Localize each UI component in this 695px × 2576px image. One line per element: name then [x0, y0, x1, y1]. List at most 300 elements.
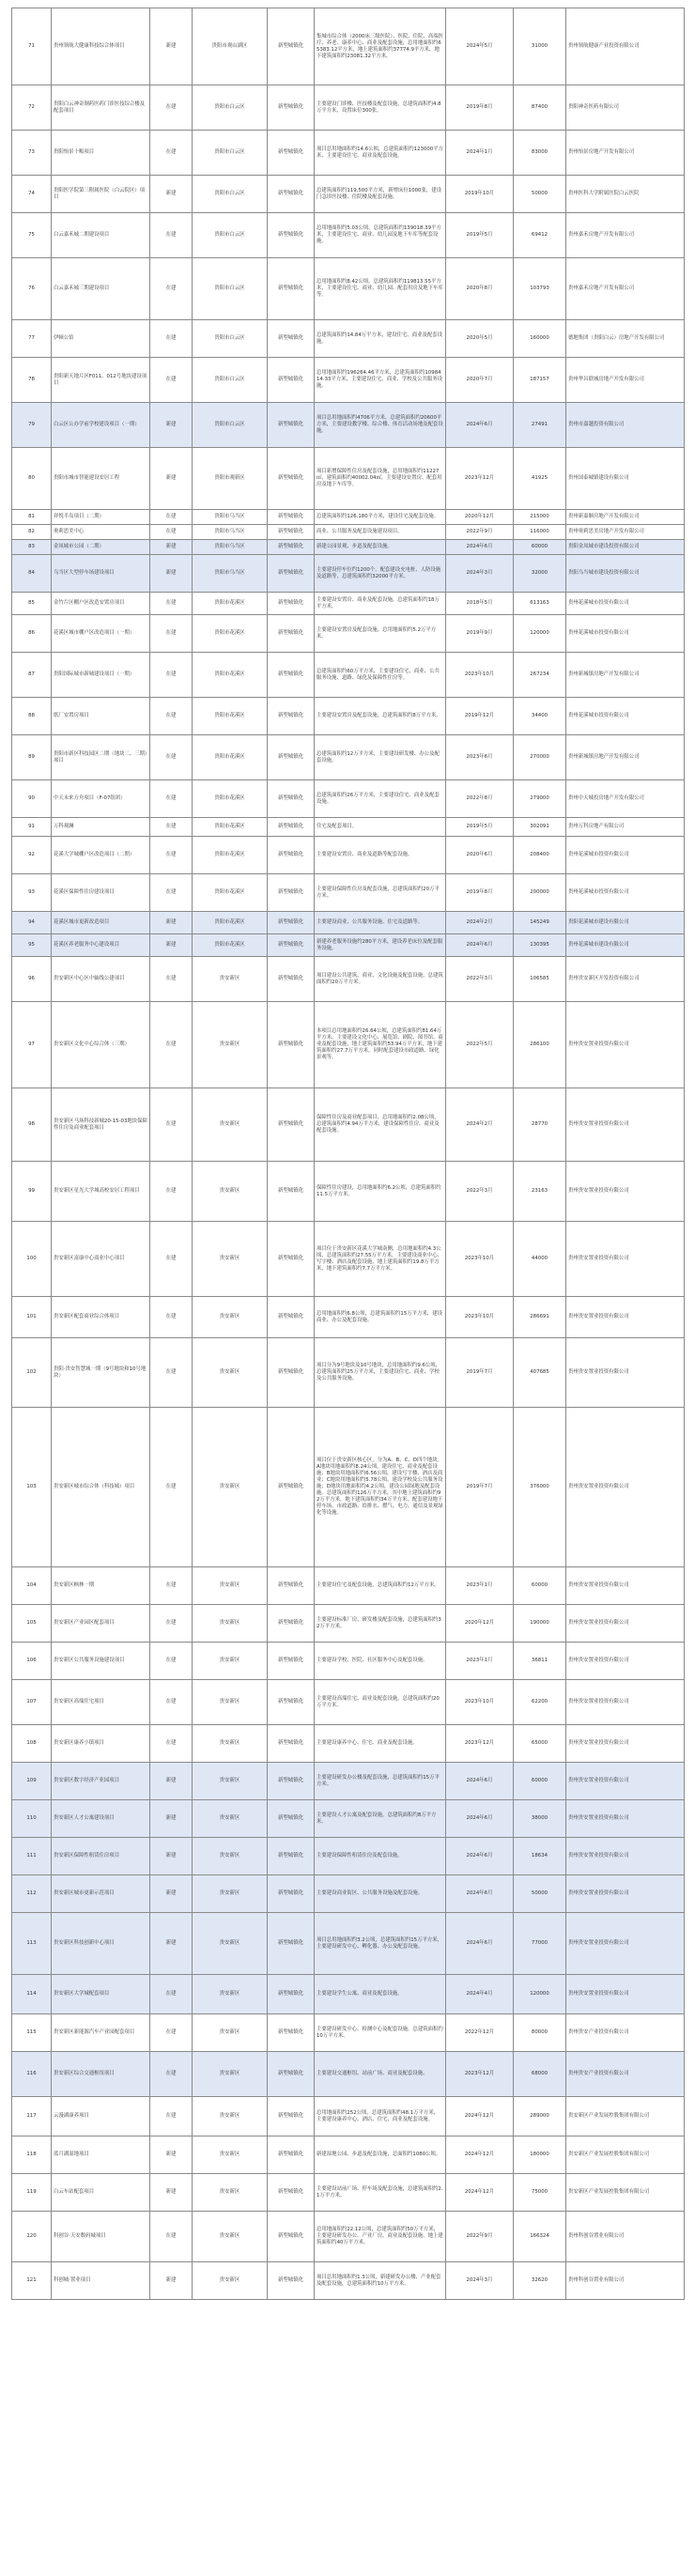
cell-name: 白云嘉禾城三期建设项目 [52, 258, 150, 320]
cell-no: 93 [12, 874, 52, 912]
cell-owner: 贵州花溪城市投资有限公司 [566, 698, 685, 735]
cell-no: 100 [12, 1222, 52, 1297]
cell-name: 贵阳白云神奇制药医药门诊医技综合楼及配套项目 [52, 85, 150, 131]
cell-area: 新型城镇化 [268, 1162, 315, 1222]
cell-loc: 贵安新区 [193, 1725, 268, 1763]
cell-owner: 贵州贵安置业投资有限公司 [566, 1088, 685, 1162]
cell-no: 71 [12, 8, 52, 85]
cell-desc: 总用地面积约6.8公顷，总建筑面积约15万平方米，建设商业、办公及配套设施。 [315, 1297, 446, 1338]
cell-year: 2023年6月 [446, 735, 514, 780]
cell-type: 在建 [150, 358, 193, 403]
table-row [12, 1088, 685, 1162]
cell-name: 万科观澜 [52, 818, 150, 837]
table-row [12, 258, 685, 320]
cell-owner: 贵州花溪城市投资有限公司 [566, 874, 685, 912]
cell-type: 在建 [150, 258, 193, 320]
cell-name: 贵安新区科技创新中心项目 [52, 1913, 150, 1975]
cell-year: 2024年12月 [446, 2097, 514, 2136]
cell-loc: 贵安新区 [193, 1913, 268, 1975]
cell-area: 新型城镇化 [268, 403, 315, 448]
cell-cost: 208400 [514, 837, 566, 874]
cell-type: 在建 [150, 85, 193, 131]
cell-cost: 83000 [514, 131, 566, 176]
cell-name: 贵阳市新区科技园区二期（地块二、三期）项目 [52, 735, 150, 780]
cell-no: 94 [12, 912, 52, 934]
cell-desc: 总建筑面积约26万平方米，主要建设住宅、商业及配套设施。 [315, 780, 446, 818]
cell-area: 新型城镇化 [268, 1338, 315, 1408]
cell-area: 新型城镇化 [268, 934, 315, 957]
cell-loc: 贵安新区 [193, 1975, 268, 2014]
cell-cost: 106585 [514, 957, 566, 1002]
cell-owner: 贵州贵安置业投资有限公司 [566, 1875, 685, 1913]
cell-loc: 贵安新区 [193, 1643, 268, 1680]
cell-area: 新型城镇化 [268, 448, 315, 510]
cell-loc: 贵阳市花溪区 [193, 735, 268, 780]
cell-cost: 32620 [514, 2262, 566, 2300]
cell-type: 新建 [150, 8, 193, 85]
cell-name: 贵安新区人才公寓建设项目 [52, 1800, 150, 1838]
cell-desc: 住宅及配套项目。 [315, 818, 446, 837]
cell-owner: 贵州贵安新区开发投资有限公司 [566, 957, 685, 1002]
cell-area: 新型城镇化 [268, 540, 315, 555]
cell-owner: 贵州贵安置业投资有限公司 [566, 1913, 685, 1975]
cell-owner: 贵阳神奇医药有限公司 [566, 85, 685, 131]
cell-area: 新型城镇化 [268, 1643, 315, 1680]
cell-name: 金凤城市公园（二期） [52, 540, 150, 555]
cell-type: 在建 [150, 593, 193, 615]
cell-loc: 贵阳市观新区 [193, 448, 268, 510]
table-row [12, 2014, 685, 2052]
cell-no: 84 [12, 555, 52, 593]
cell-area: 新型城镇化 [268, 1222, 315, 1297]
cell-type: 新建 [150, 448, 193, 510]
cell-type: 在建 [150, 837, 193, 874]
cell-cost: 187157 [514, 358, 566, 403]
cell-desc: 主要建设门诊楼、医技楼及配套设施，总建筑面积约4.8万平方米，设置床位300张。 [315, 85, 446, 131]
cell-no: 105 [12, 1605, 52, 1643]
cell-no: 81 [12, 510, 52, 525]
cell-area: 新型城镇化 [268, 1297, 315, 1338]
cell-cost: 18634 [514, 1838, 566, 1875]
table-row [12, 593, 685, 615]
cell-area: 新型城镇化 [268, 653, 315, 698]
cell-name: 花溪大学城棚户区改造项目（二期） [52, 837, 150, 874]
cell-owner: 贵州医科大学附属医院白云医院 [566, 176, 685, 213]
table-row [12, 555, 685, 593]
cell-loc: 贵阳市乌当区 [193, 540, 268, 555]
cell-owner: 贵州万科房地产有限公司 [566, 818, 685, 837]
cell-desc: 项目总用地面积约1.3公顷，新建研发办公楼、产业配套及配套设施，总建筑面积约10万平方米。 [315, 2262, 446, 2300]
cell-area: 新型城镇化 [268, 2052, 315, 2097]
cell-loc: 贵阳市乌当区 [193, 555, 268, 593]
cell-no: 115 [12, 2014, 52, 2052]
cell-year: 2019年9月 [446, 615, 514, 653]
cell-year: 2020年12月 [446, 1605, 514, 1643]
cell-no: 75 [12, 213, 52, 258]
cell-area: 新型城镇化 [268, 1763, 315, 1800]
cell-name: 贵阳医学院第三附属医院（白云院区）项目 [52, 176, 150, 213]
cell-desc: 主要建设康养中心、住宅、商业及配套设施。 [315, 1725, 446, 1763]
cell-cost: 130395 [514, 934, 566, 957]
cell-owner: 贵州贵安置业投资有限公司 [566, 1222, 685, 1297]
cell-year: 2023年12月 [446, 2052, 514, 2097]
cell-cost: 160000 [514, 320, 566, 358]
cell-owner: 贵州花溪城市投资有限公司 [566, 837, 685, 874]
cell-no: 117 [12, 2097, 52, 2136]
cell-name: 贵安新区城市综合体（科技城）项目 [52, 1408, 150, 1567]
table-row [12, 837, 685, 874]
cell-area: 新型城镇化 [268, 1567, 315, 1605]
cell-owner: 贵州贵安置业投资有限公司 [566, 1002, 685, 1088]
cell-year: 2019年12月 [446, 698, 514, 735]
cell-owner: 贵州贵安置业投资有限公司 [566, 1838, 685, 1875]
cell-no: 104 [12, 1567, 52, 1605]
cell-name: 乌当区大型停车场建设项目 [52, 555, 150, 593]
cell-year: 2024年12月 [446, 2136, 514, 2174]
cell-area: 新型城镇化 [268, 593, 315, 615]
cell-loc: 贵安新区 [193, 2174, 268, 2212]
cell-area: 新型城镇化 [268, 1913, 315, 1975]
cell-type: 新建 [150, 176, 193, 213]
cell-type: 新建 [150, 2136, 193, 2174]
cell-area: 新型城镇化 [268, 818, 315, 837]
cell-area: 新型城镇化 [268, 1800, 315, 1838]
table-row [12, 358, 685, 403]
cell-no: 85 [12, 593, 52, 615]
cell-name: 金竹片区棚户区改造安置房项目 [52, 593, 150, 615]
cell-year: 2024年6月 [446, 1913, 514, 1975]
cell-no: 80 [12, 448, 52, 510]
cell-name: 贵阳·贵安智慧城一期（9号地块和10号地块） [52, 1338, 150, 1408]
cell-owner: 德地集团（贵阳白云）房地产开发有限公司 [566, 320, 685, 358]
cell-type: 新建 [150, 1838, 193, 1875]
cell-desc: 项目总用地面积约3.2公顷，总建筑面积约15万平方米，主要建设研发中心、孵化器、办公及配套设施。 [315, 1913, 446, 1975]
cell-year: 2022年3月 [446, 957, 514, 1002]
cell-loc: 贵阳市白云区 [193, 258, 268, 320]
cell-area: 新型城镇化 [268, 1838, 315, 1875]
cell-area: 新型城镇化 [268, 912, 315, 934]
cell-name: 贵阳国际城市新城建设项目（一期） [52, 653, 150, 698]
cell-type: 在建 [150, 320, 193, 358]
cell-owner: 贵州新嘉顺房地产开发有限公司 [566, 510, 685, 525]
project-table-page [11, 8, 684, 2300]
table-row [12, 1297, 685, 1338]
cell-name: 贵安新区数字经济产业园项目 [52, 1763, 150, 1800]
cell-owner: 贵州科创谷置业有限公司 [566, 2262, 685, 2300]
cell-name: 贵安新区配套商业综合体项目 [52, 1297, 150, 1338]
table-row [12, 1222, 685, 1297]
cell-year: 2020年8月 [446, 258, 514, 320]
cell-owner: 贵安新区产业发展控股集团有限公司 [566, 2174, 685, 2212]
table-row [12, 213, 685, 258]
table-row [12, 2212, 685, 2262]
table-row [12, 525, 685, 540]
cell-owner: 贵州花溪城市建设有限公司 [566, 934, 685, 957]
cell-area: 新型城镇化 [268, 1680, 315, 1725]
cell-year: 2024年6月 [446, 540, 514, 555]
cell-desc: 主要建设标准厂房、研发楼及配套设施，总建筑面积约32万平方米。 [315, 1605, 446, 1643]
table-row [12, 2097, 685, 2136]
table-row [12, 1338, 685, 1408]
cell-name: 贵安新区产业园区配套项目 [52, 1605, 150, 1643]
cell-no: 92 [12, 837, 52, 874]
cell-year: 2024年6月 [446, 403, 514, 448]
cell-name: 贵安新区康养小镇项目 [52, 1725, 150, 1763]
cell-cost: 23163 [514, 1162, 566, 1222]
table-row [12, 1975, 685, 2014]
cell-cost: 50000 [514, 176, 566, 213]
cell-name: 奥莉思美中心 [52, 525, 150, 540]
table-row [12, 615, 685, 653]
cell-name: 贵安新区枫林一期 [52, 1567, 150, 1605]
cell-name: 贵安新区大学城配套项目 [52, 1975, 150, 2014]
cell-cost: 50000 [514, 1875, 566, 1913]
cell-cost: 190000 [514, 1605, 566, 1643]
cell-desc: 项目位于贵安新区核心区，分为A、B、C、D四个地块。A地块用地面积约8.24公顷，建设住宅、商业及配套设施；B地块用地面积约6.56公顷，建设写字楼、酒店及商业；C地块用地面积约5.78公顷，建设学校及公共服务设施；D地块用地面积约4.2公顷，建设公园绿地及配套设施。总建筑面积约126万平方米，其中地上建筑面积约92万平方米，地下建筑面积约34万平方米，配套建设地下停车场、市政道路、给排水、燃气、电力、通信及景观绿化等设施。 [315, 1408, 446, 1567]
cell-cost: 28770 [514, 1088, 566, 1162]
cell-owner: 贵州科创谷置业有限公司 [566, 2212, 685, 2262]
cell-no: 83 [12, 540, 52, 555]
table-row [12, 85, 685, 131]
cell-desc: 主要建设停车位约1200个，配套建设充电桩、人防设施及道路等，总建筑面积约32000平方米。 [315, 555, 446, 593]
cell-type: 在建 [150, 653, 193, 698]
cell-area: 新型城镇化 [268, 2014, 315, 2052]
table-row [12, 1680, 685, 1725]
cell-loc: 贵阳市花溪区 [193, 818, 268, 837]
project-table [11, 8, 685, 2300]
cell-area: 新型城镇化 [268, 735, 315, 780]
cell-cost: 41925 [514, 448, 566, 510]
cell-year: 2023年12月 [446, 1725, 514, 1763]
cell-year: 2020年5月 [446, 320, 514, 358]
cell-type: 在建 [150, 1643, 193, 1680]
cell-loc: 贵安新区 [193, 1838, 268, 1875]
table-row [12, 1643, 685, 1680]
cell-desc: 项目建设公共建筑、商业、文化设施及配套设施，总建筑面积约20万平方米。 [315, 957, 446, 1002]
cell-area: 新型城镇化 [268, 2174, 315, 2212]
table-row [12, 403, 685, 448]
cell-name: 白云区公办学前学校建设项目（一期） [52, 403, 150, 448]
cell-cost: 103793 [514, 258, 566, 320]
cell-loc: 贵阳市白云区 [193, 131, 268, 176]
table-row [12, 912, 685, 934]
cell-cost: 87400 [514, 85, 566, 131]
cell-owner: 贵州花溪城市投资有限公司 [566, 615, 685, 653]
cell-desc: 主要建设住宅及配套设施，总建筑面积约12万平方米。 [315, 1567, 446, 1605]
cell-name: 贵安新区富康中心商业中心项目 [52, 1222, 150, 1297]
cell-year: 2023年10月 [446, 1297, 514, 1338]
cell-year: 2022年3月 [446, 1162, 514, 1222]
cell-year: 2018年5月 [446, 593, 514, 615]
cell-desc: 保障性住房及商业配套项目，总用地面积约2.08公顷，总建筑面积约4.94万平方米，建设保障性住房、商业及配套设施。 [315, 1088, 446, 1162]
cell-year: 2019年7月 [446, 1408, 514, 1567]
cell-name: 花溪区养老服务中心建设项目 [52, 934, 150, 957]
cell-desc: 总建筑面积约14.84万平方米，建设住宅、商业及配套设施。 [315, 320, 446, 358]
table-row [12, 934, 685, 957]
cell-type: 在建 [150, 2097, 193, 2136]
cell-year: 2024年6月 [446, 934, 514, 957]
cell-year: 2019年7月 [446, 1338, 514, 1408]
cell-desc: 主要建设安置房及配套设施，总用地面积约5.2万平方米。 [315, 615, 446, 653]
cell-type: 新建 [150, 1800, 193, 1838]
table-row [12, 1838, 685, 1875]
cell-cost: 69412 [514, 213, 566, 258]
cell-type: 新建 [150, 912, 193, 934]
cell-type: 在建 [150, 1002, 193, 1088]
table-row [12, 1408, 685, 1567]
cell-desc: 总用地面积约5.03公顷，总建筑面积约139018.39平方米，主要建设住宅、商业、幼儿园及地下车库等配套设施。 [315, 213, 446, 258]
cell-area: 新型城镇化 [268, 957, 315, 1002]
cell-no: 99 [12, 1162, 52, 1222]
cell-name: 花溪区保障性住房建设项目 [52, 874, 150, 912]
cell-year: 2022年12月 [446, 2014, 514, 2052]
cell-year: 2024年12月 [446, 2174, 514, 2212]
cell-area: 新型城镇化 [268, 8, 315, 85]
cell-type: 在建 [150, 1725, 193, 1763]
cell-desc: 保障性住房建设，总用地面积约6.2公顷，总建筑面积约11.5万平方米。 [315, 1162, 446, 1222]
cell-loc: 贵安新区 [193, 1222, 268, 1297]
cell-year: 2019年8月 [446, 85, 514, 131]
cell-type: 在建 [150, 1975, 193, 2014]
cell-desc: 总用地面积约252公顷，总建筑面积约48.1万平方米，主要建设康养中心、酒店、住宅、商业及配套设施。 [315, 2097, 446, 2136]
cell-area: 新型城镇化 [268, 1875, 315, 1913]
cell-year: 2024年3月 [446, 555, 514, 593]
cell-loc: 贵阳市花溪区 [193, 593, 268, 615]
cell-loc: 贵安新区 [193, 1800, 268, 1838]
cell-no: 72 [12, 85, 52, 131]
cell-desc: 主要建设安置房、商业及配套设施，总建筑面积约18万平方米。 [315, 593, 446, 615]
cell-loc: 贵阳市白云区 [193, 85, 268, 131]
cell-type: 新建 [150, 403, 193, 448]
cell-area: 新型城镇化 [268, 874, 315, 912]
cell-type: 在建 [150, 1408, 193, 1567]
cell-name: 中天未来方舟项目（F-07组团） [52, 780, 150, 818]
cell-type: 在建 [150, 1088, 193, 1162]
cell-desc: 总建筑面积约126,180平方米，建设住宅及配套设施。 [315, 510, 446, 525]
cell-loc: 贵阳市白云区 [193, 213, 268, 258]
cell-desc: 主要建设站前广场、停车场及配套设施，总建筑面积约2.1万平方米。 [315, 2174, 446, 2212]
cell-no: 82 [12, 525, 52, 540]
cell-cost: 68000 [514, 2052, 566, 2097]
cell-area: 新型城镇化 [268, 2136, 315, 2174]
cell-no: 101 [12, 1297, 52, 1338]
table-row [12, 1567, 685, 1605]
table-row [12, 1002, 685, 1088]
cell-no: 73 [12, 131, 52, 176]
cell-no: 111 [12, 1838, 52, 1875]
cell-area: 新型城镇化 [268, 1408, 315, 1567]
cell-name: 云漫湖康养项目 [52, 2097, 150, 2136]
table-row [12, 957, 685, 1002]
cell-name: 白云车站配套项目 [52, 2174, 150, 2212]
cell-desc: 总建筑面积约12万平方米，主要建设研发楼、办公及配套设施。 [315, 735, 446, 780]
cell-type: 在建 [150, 874, 193, 912]
cell-loc: 贵安新区 [193, 1408, 268, 1567]
cell-desc: 主要建设保障性住房及配套设施，总建筑面积约20万平方米。 [315, 874, 446, 912]
cell-type: 新建 [150, 934, 193, 957]
cell-owner: 贵州贵安置业投资有限公司 [566, 1763, 685, 1800]
cell-no: 95 [12, 934, 52, 957]
cell-year: 2020年7月 [446, 358, 514, 403]
cell-loc: 贵安新区 [193, 1162, 268, 1222]
cell-no: 86 [12, 615, 52, 653]
cell-loc: 贵阳市乌当区 [193, 525, 268, 540]
cell-desc: 项目分为9号地块及10号地块，总用地面积约9.6公顷，总建筑面积约25万平方米，主要建设住宅、商业、学校及公共服务设施。 [315, 1338, 446, 1408]
cell-cost: 166324 [514, 2212, 566, 2262]
cell-desc: 新建湿地公园、步道及配套设施，总面积约1080公顷。 [315, 2136, 446, 2174]
cell-owner: 贵州贵安置业投资有限公司 [566, 1643, 685, 1680]
cell-no: 119 [12, 2174, 52, 2212]
cell-no: 88 [12, 698, 52, 735]
cell-year: 2024年5月 [446, 8, 514, 85]
cell-no: 79 [12, 403, 52, 448]
cell-type: 在建 [150, 780, 193, 818]
cell-owner: 贵州贵安置业投资有限公司 [566, 1408, 685, 1567]
cell-cost: 80000 [514, 2014, 566, 2052]
cell-type: 新建 [150, 1875, 193, 1913]
cell-year: 2024年6月 [446, 1838, 514, 1875]
cell-desc: 主要建设学校、医院、社区服务中心及配套设施。 [315, 1643, 446, 1680]
cell-area: 新型城镇化 [268, 85, 315, 131]
cell-no: 89 [12, 735, 52, 780]
cell-no: 121 [12, 2262, 52, 2300]
table-row [12, 8, 685, 85]
cell-type: 在建 [150, 1162, 193, 1222]
cell-desc: 新建养老服务设施约280平方米，建设养老床位及配套服务设施。 [315, 934, 446, 957]
cell-type: 在建 [150, 818, 193, 837]
cell-cost: 180000 [514, 2136, 566, 2174]
cell-type: 在建 [150, 131, 193, 176]
cell-type: 在建 [150, 1222, 193, 1297]
cell-type: 在建 [150, 525, 193, 540]
cell-year: 2022年9月 [446, 525, 514, 540]
cell-no: 91 [12, 818, 52, 837]
cell-year: 2022年9月 [446, 2212, 514, 2262]
cell-type: 在建 [150, 1338, 193, 1408]
cell-cost: 267234 [514, 653, 566, 698]
cell-name: 贵安新区中心区中轴线公建项目 [52, 957, 150, 1002]
cell-desc: 项目位于贵安新区花溪大学城南侧，总用地面积约4.3公顷，总建筑面积约27.55万平方米，主要建设商业中心、写字楼、酒店及配套设施，地上建筑面积约19.8万平方米，地下建筑面积约7.7万平方米。 [315, 1222, 446, 1297]
cell-name: 贵安新区新能源汽车产业园配套项目 [52, 2014, 150, 2052]
cell-type: 在建 [150, 2212, 193, 2262]
cell-loc: 贵阳市花溪区 [193, 874, 268, 912]
cell-desc: 总用地面积约8.42公顷，总建筑面积约119813.55平方米，主要建设住宅、商业、幼儿园、配套用房及地下车库等。 [315, 258, 446, 320]
cell-owner: 贵州领航健康产业投资有限公司 [566, 8, 685, 85]
cell-area: 新型城镇化 [268, 1002, 315, 1088]
cell-no: 112 [12, 1875, 52, 1913]
cell-year: 2023年1月 [446, 1643, 514, 1680]
cell-name: 科创谷·天安数码城项目 [52, 2212, 150, 2262]
table-row [12, 540, 685, 555]
table-row [12, 2136, 685, 2174]
cell-loc: 贵阳市花溪区 [193, 912, 268, 934]
cell-year: 2024年2月 [446, 1088, 514, 1162]
cell-year: 2019年8月 [446, 874, 514, 912]
cell-type: 在建 [150, 2014, 193, 2052]
cell-loc: 贵安新区 [193, 2212, 268, 2262]
cell-cost: 116000 [514, 525, 566, 540]
table-row [12, 2174, 685, 2212]
cell-desc: 主要建设安置房、商业及道路等配套设施。 [315, 837, 446, 874]
cell-owner: 贵阳乌当城市建设投资有限公司 [566, 555, 685, 593]
table-row [12, 320, 685, 358]
cell-loc: 贵阳市乌当区 [193, 510, 268, 525]
cell-area: 新型城镇化 [268, 213, 315, 258]
cell-loc: 贵安新区 [193, 2097, 268, 2136]
cell-loc: 贵安新区 [193, 2262, 268, 2300]
cell-desc: 主要建设研发中心、检测中心及配套设施，总建筑面积约10万平方米。 [315, 2014, 446, 2052]
cell-cost: 75000 [514, 2174, 566, 2212]
